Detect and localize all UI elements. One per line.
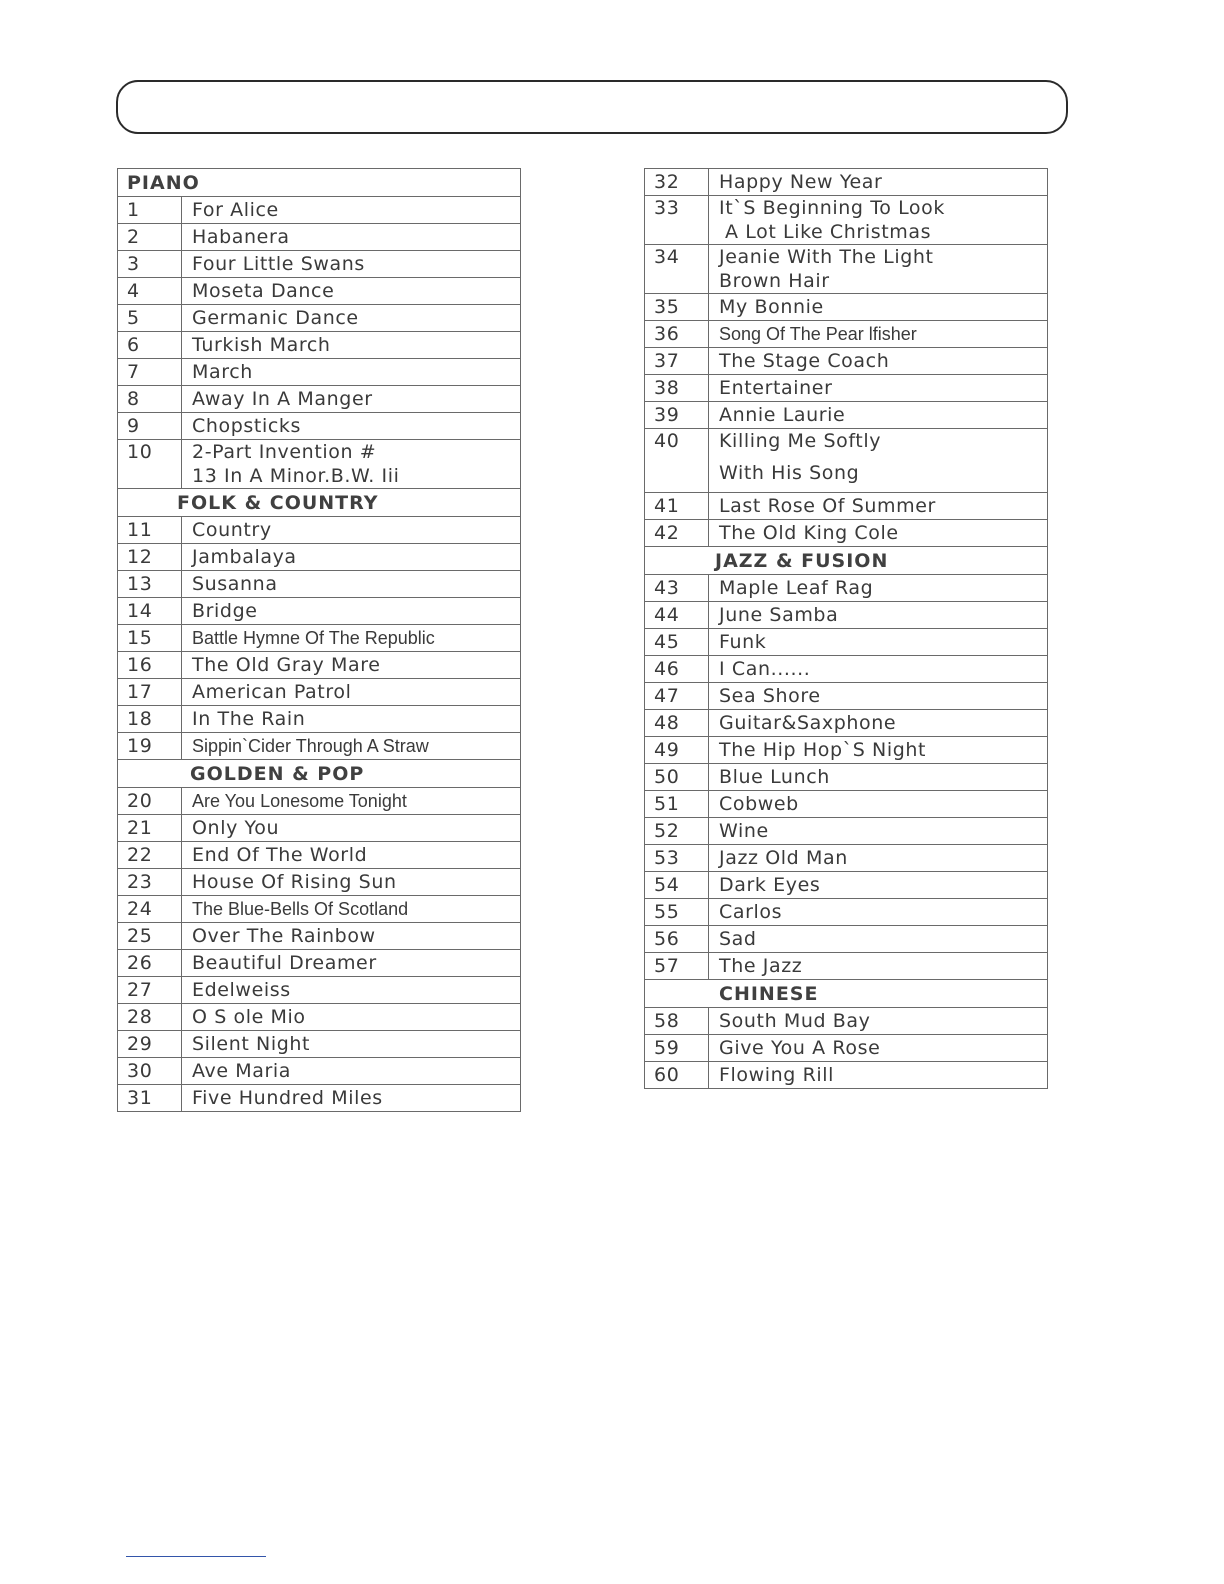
song-number: 50 <box>645 764 709 791</box>
song-number: 26 <box>118 950 182 977</box>
song-name: The Stage Coach <box>709 348 1048 375</box>
song-name: Guitar&Saxphone <box>709 710 1048 737</box>
song-name: Ave Maria <box>182 1058 521 1085</box>
song-row <box>118 652 521 679</box>
song-number: 42 <box>645 520 709 547</box>
category-piano: PIANO <box>118 169 521 197</box>
song-name: American Patrol <box>182 679 521 706</box>
song-number: 28 <box>118 1004 182 1031</box>
song-number: 15 <box>118 625 182 652</box>
song-name: Sippin`Cider Through A Straw <box>182 733 521 760</box>
song-name: Away In A Manger <box>182 386 521 413</box>
song-number: 6 <box>118 332 182 359</box>
song-number: 10 <box>118 440 182 489</box>
song-name: The Jazz <box>709 953 1048 980</box>
song-name: Entertainer <box>709 375 1048 402</box>
song-number: 45 <box>645 629 709 656</box>
song-number: 53 <box>645 845 709 872</box>
song-name: Five Hundred Miles <box>182 1085 521 1112</box>
category-row <box>118 760 521 788</box>
song-name-line2: With His Song <box>719 462 860 484</box>
song-row <box>645 953 1048 980</box>
song-number: 22 <box>118 842 182 869</box>
song-row <box>118 679 521 706</box>
song-number: 17 <box>118 679 182 706</box>
song-name: Battle Hymne Of The Republic <box>182 625 521 652</box>
song-number: 36 <box>645 321 709 348</box>
song-number: 46 <box>645 656 709 683</box>
song-name-line2: A Lot Like Christmas <box>725 221 932 243</box>
song-name: Last Rose Of Summer <box>709 493 1048 520</box>
song-number: 2 <box>118 224 182 251</box>
song-number: 27 <box>118 977 182 1004</box>
song-number: 5 <box>118 305 182 332</box>
song-name: Jazz Old Man <box>709 845 1048 872</box>
song-row <box>645 575 1048 602</box>
song-name: Silent Night <box>182 1031 521 1058</box>
song-row <box>118 923 521 950</box>
song-name: Bridge <box>182 598 521 625</box>
song-name: In The Rain <box>182 706 521 733</box>
song-row <box>645 1008 1048 1035</box>
song-number: 12 <box>118 544 182 571</box>
song-row <box>645 899 1048 926</box>
song-name: South Mud Bay <box>709 1008 1048 1035</box>
category-jazz-fusion: JAZZ & FUSION <box>645 547 1048 575</box>
song-number: 43 <box>645 575 709 602</box>
song-name: The Old King Cole <box>709 520 1048 547</box>
song-row <box>645 656 1048 683</box>
song-name: Wine <box>709 818 1048 845</box>
song-row <box>118 197 521 224</box>
song-row <box>118 733 521 760</box>
song-name: June Samba <box>709 602 1048 629</box>
song-number: 25 <box>118 923 182 950</box>
song-name: I Can...... <box>709 656 1048 683</box>
song-name: Germanic Dance <box>182 305 521 332</box>
song-number: 11 <box>118 517 182 544</box>
song-row <box>645 737 1048 764</box>
song-row <box>645 294 1048 321</box>
song-number: 57 <box>645 953 709 980</box>
song-name: Turkish March <box>182 332 521 359</box>
song-name: Annie Laurie <box>709 402 1048 429</box>
song-row <box>645 245 1048 294</box>
song-number: 7 <box>118 359 182 386</box>
song-name: Happy New Year <box>709 169 1048 196</box>
song-name: Four Little Swans <box>182 251 521 278</box>
song-number: 20 <box>118 788 182 815</box>
song-number: 59 <box>645 1035 709 1062</box>
song-row <box>645 602 1048 629</box>
song-name: Song Of The Pear lfisher <box>709 321 1048 348</box>
song-name: The Hip Hop`S Night <box>709 737 1048 764</box>
song-name-line1: Jeanie With The Light <box>719 246 934 268</box>
song-row <box>118 977 521 1004</box>
song-name: Over The Rainbow <box>182 923 521 950</box>
song-name: The Old Gray Mare <box>182 652 521 679</box>
song-row <box>645 348 1048 375</box>
song-number: 47 <box>645 683 709 710</box>
song-number: 3 <box>118 251 182 278</box>
song-name: Dark Eyes <box>709 872 1048 899</box>
song-name: Carlos <box>709 899 1048 926</box>
song-number: 9 <box>118 413 182 440</box>
song-name <box>182 440 521 489</box>
song-number: 51 <box>645 791 709 818</box>
song-row <box>118 251 521 278</box>
song-row <box>118 413 521 440</box>
song-row <box>645 764 1048 791</box>
song-row <box>118 842 521 869</box>
song-number: 60 <box>645 1062 709 1089</box>
song-row <box>645 629 1048 656</box>
song-row <box>118 1031 521 1058</box>
song-name-line2: 13 In A Minor.B.W. Iii <box>192 465 400 487</box>
song-name: Give You A Rose <box>709 1035 1048 1062</box>
song-row <box>118 1058 521 1085</box>
song-row <box>118 788 521 815</box>
song-name: Funk <box>709 629 1048 656</box>
song-name: Country <box>182 517 521 544</box>
song-name <box>709 196 1048 245</box>
song-name: Blue Lunch <box>709 764 1048 791</box>
song-number: 33 <box>645 196 709 245</box>
song-row <box>118 1004 521 1031</box>
song-row <box>118 440 521 489</box>
song-name: Chopsticks <box>182 413 521 440</box>
song-number: 37 <box>645 348 709 375</box>
song-name: O S ole Mio <box>182 1004 521 1031</box>
song-row <box>645 872 1048 899</box>
song-number: 55 <box>645 899 709 926</box>
song-row <box>118 896 521 923</box>
category-row <box>118 169 521 197</box>
song-name: Moseta Dance <box>182 278 521 305</box>
song-row <box>645 429 1048 493</box>
song-number: 1 <box>118 197 182 224</box>
song-number: 39 <box>645 402 709 429</box>
song-row <box>118 1085 521 1112</box>
song-row <box>118 598 521 625</box>
song-number: 38 <box>645 375 709 402</box>
song-row <box>118 386 521 413</box>
song-number: 13 <box>118 571 182 598</box>
song-number: 49 <box>645 737 709 764</box>
song-row <box>645 683 1048 710</box>
song-row <box>645 710 1048 737</box>
song-name: The Blue-Bells Of Scotland <box>182 896 521 923</box>
song-name: House Of Rising Sun <box>182 869 521 896</box>
category-row <box>645 547 1048 575</box>
song-number: 41 <box>645 493 709 520</box>
song-number: 31 <box>118 1085 182 1112</box>
song-row <box>118 625 521 652</box>
song-name-line1: 2-Part Invention # <box>192 441 377 463</box>
song-name: Only You <box>182 815 521 842</box>
song-number: 18 <box>118 706 182 733</box>
song-row <box>118 869 521 896</box>
song-row <box>645 791 1048 818</box>
song-row <box>645 818 1048 845</box>
song-name: Edelweiss <box>182 977 521 1004</box>
song-name: Maple Leaf Rag <box>709 575 1048 602</box>
song-row <box>118 815 521 842</box>
song-row <box>645 321 1048 348</box>
song-number: 8 <box>118 386 182 413</box>
title-box <box>116 80 1068 134</box>
song-number: 40 <box>645 429 709 493</box>
song-row <box>118 950 521 977</box>
song-number: 48 <box>645 710 709 737</box>
category-folk-country: FOLK & COUNTRY <box>118 489 521 517</box>
song-number: 32 <box>645 169 709 196</box>
song-number: 58 <box>645 1008 709 1035</box>
song-number: 30 <box>118 1058 182 1085</box>
song-row <box>118 571 521 598</box>
song-number: 29 <box>118 1031 182 1058</box>
song-row <box>645 196 1048 245</box>
song-number: 24 <box>118 896 182 923</box>
song-number: 56 <box>645 926 709 953</box>
song-row <box>645 845 1048 872</box>
song-name: Flowing Rill <box>709 1062 1048 1089</box>
song-name: Jambalaya <box>182 544 521 571</box>
song-row <box>118 706 521 733</box>
song-row <box>118 517 521 544</box>
song-number: 35 <box>645 294 709 321</box>
song-row <box>118 305 521 332</box>
category-chinese: CHINESE <box>645 980 1048 1008</box>
song-row <box>645 1035 1048 1062</box>
song-row <box>118 359 521 386</box>
song-number: 44 <box>645 602 709 629</box>
song-name: Are You Lonesome Tonight <box>182 788 521 815</box>
footer-rule <box>126 1556 266 1557</box>
song-row <box>645 520 1048 547</box>
song-number: 4 <box>118 278 182 305</box>
song-name: End Of The World <box>182 842 521 869</box>
song-number: 16 <box>118 652 182 679</box>
song-row <box>118 224 521 251</box>
song-number: 23 <box>118 869 182 896</box>
song-row <box>118 278 521 305</box>
song-name-line2: Brown Hair <box>719 270 830 292</box>
song-name: Beautiful Dreamer <box>182 950 521 977</box>
category-row <box>645 980 1048 1008</box>
song-number: 14 <box>118 598 182 625</box>
song-row <box>118 544 521 571</box>
category-row <box>118 489 521 517</box>
song-name-line1: Killing Me Softly <box>719 430 882 452</box>
song-name: My Bonnie <box>709 294 1048 321</box>
song-number: 52 <box>645 818 709 845</box>
category-golden-pop: GOLDEN & POP <box>118 760 521 788</box>
song-name: Sea Shore <box>709 683 1048 710</box>
song-number: 21 <box>118 815 182 842</box>
song-name: For Alice <box>182 197 521 224</box>
song-row <box>645 926 1048 953</box>
song-number: 34 <box>645 245 709 294</box>
song-row <box>645 493 1048 520</box>
song-name-line1: It`S Beginning To Look <box>719 197 945 219</box>
song-name: Cobweb <box>709 791 1048 818</box>
song-name <box>709 429 1048 493</box>
song-name: Susanna <box>182 571 521 598</box>
song-number: 19 <box>118 733 182 760</box>
song-name: Habanera <box>182 224 521 251</box>
song-row <box>645 169 1048 196</box>
song-row <box>118 332 521 359</box>
song-list-right <box>644 168 1048 1089</box>
song-list-left <box>117 168 521 1112</box>
song-row <box>645 402 1048 429</box>
song-row <box>645 375 1048 402</box>
song-name: March <box>182 359 521 386</box>
song-name: Sad <box>709 926 1048 953</box>
song-name <box>709 245 1048 294</box>
song-row <box>645 1062 1048 1089</box>
song-number: 54 <box>645 872 709 899</box>
